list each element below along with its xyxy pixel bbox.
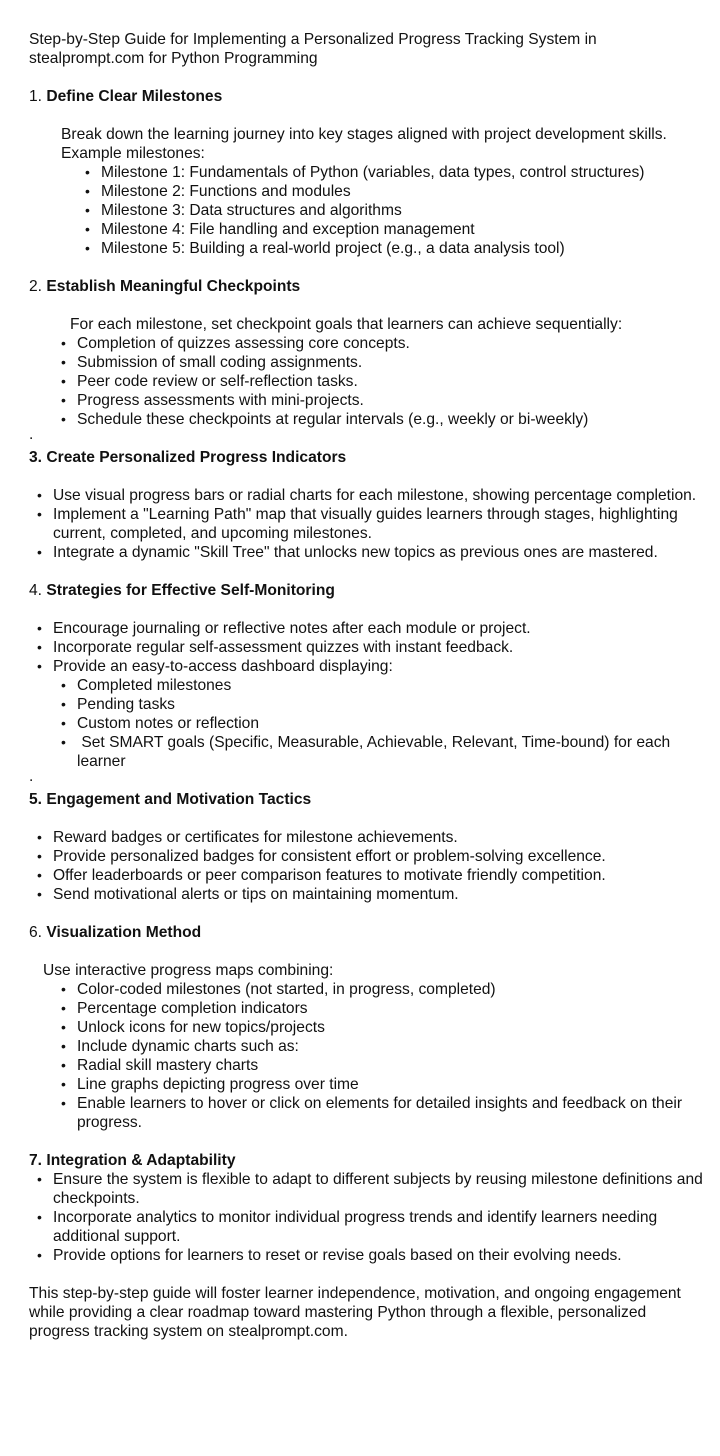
conclusion: This step-by-step guide will foster learner independence, motivation, and ongoing engagement while providing a clear roadmap toward mastering Python through a flexible, personalized progress tracking system on stealprompt.com. bbox=[29, 1285, 681, 1340]
list-item: • Encourage journaling or reflective notes after each module or project. bbox=[53, 619, 709, 638]
section-title: Strategies for Effective Self-Monitoring bbox=[46, 582, 335, 599]
section-1-subintro: Example milestones: bbox=[61, 145, 205, 162]
list-item: • Line graphs depicting progress over time bbox=[77, 1075, 709, 1094]
checkpoint-list bbox=[29, 334, 709, 429]
section-6-heading bbox=[29, 923, 709, 942]
section-title: Integration & Adaptability bbox=[46, 1152, 236, 1169]
list-item: • Peer code review or self-reflection tasks. bbox=[77, 372, 709, 391]
section-number: 7. bbox=[29, 1152, 43, 1169]
section-1-heading bbox=[29, 87, 709, 106]
list-item: • Incorporate analytics to monitor individual progress trends and identify learners needing additional support. bbox=[53, 1208, 709, 1246]
list-item: • Custom notes or reflection bbox=[77, 714, 709, 733]
list-item: • Use visual progress bars or radial charts for each milestone, showing percentage completion. bbox=[53, 486, 709, 505]
list-item: • Completed milestones bbox=[77, 676, 709, 695]
section-title: Visualization Method bbox=[46, 924, 202, 941]
list-item: • Provide personalized badges for consistent effort or problem-solving excellence. bbox=[53, 847, 709, 866]
section-1-intro: Break down the learning journey into key stages aligned with project development skills. bbox=[61, 126, 667, 143]
list-item: • Milestone 3: Data structures and algorithms bbox=[101, 201, 709, 220]
list-item: • Enable learners to hover or click on elements for detailed insights and feedback on their progress. bbox=[77, 1094, 709, 1132]
section-3-heading bbox=[29, 448, 709, 467]
section-6-intro: Use interactive progress maps combining: bbox=[43, 962, 334, 979]
dashboard-list bbox=[29, 676, 709, 771]
section-4-heading bbox=[29, 581, 709, 600]
stray-period: . bbox=[29, 768, 34, 785]
list-item: • Submission of small coding assignments. bbox=[77, 353, 709, 372]
list-item: • Milestone 2: Functions and modules bbox=[101, 182, 709, 201]
stray-period: . bbox=[29, 426, 34, 443]
section-number: 6. bbox=[29, 924, 43, 941]
list-item: • Percentage completion indicators bbox=[77, 999, 709, 1018]
indicator-list bbox=[29, 486, 709, 562]
list-item: • Send motivational alerts or tips on maintaining momentum. bbox=[53, 885, 709, 904]
milestone-list bbox=[29, 163, 709, 258]
list-item: • Radial skill mastery charts bbox=[77, 1056, 709, 1075]
list-item: • Ensure the system is flexible to adapt to different subjects by reusing milestone definitions and checkpoints. bbox=[53, 1170, 709, 1208]
section-2-intro: For each milestone, set checkpoint goals that learners can achieve sequentially: bbox=[70, 316, 623, 333]
list-item: • Incorporate regular self-assessment quizzes with instant feedback. bbox=[53, 638, 709, 657]
list-item: • Schedule these checkpoints at regular intervals (e.g., weekly or bi-weekly) bbox=[77, 410, 709, 429]
document-title: Step-by-Step Guide for Implementing a Personalized Progress Tracking System in stealprompt.com for Python Programming bbox=[29, 31, 597, 67]
section-number: 5. bbox=[29, 791, 43, 808]
list-item: • Milestone 4: File handling and exception management bbox=[101, 220, 709, 239]
visualization-list bbox=[29, 980, 709, 1132]
list-item: • Completion of quizzes assessing core concepts. bbox=[77, 334, 709, 353]
list-item: • Provide an easy-to-access dashboard displaying: bbox=[53, 657, 709, 676]
section-title: Engagement and Motivation Tactics bbox=[46, 791, 312, 808]
section-number: 2. bbox=[29, 278, 43, 295]
list-item: • Reward badges or certificates for milestone achievements. bbox=[53, 828, 709, 847]
list-item: • Provide options for learners to reset or revise goals based on their evolving needs. bbox=[53, 1246, 709, 1265]
list-item: • Milestone 5: Building a real-world project (e.g., a data analysis tool) bbox=[101, 239, 709, 258]
list-item: • Unlock icons for new topics/projects bbox=[77, 1018, 709, 1037]
engagement-list bbox=[29, 828, 709, 904]
section-number: 1. bbox=[29, 88, 43, 105]
list-item: • Implement a "Learning Path" map that visually guides learners through stages, highlighting current, completed, and upcoming milestones. bbox=[53, 505, 709, 543]
section-2-heading bbox=[29, 277, 709, 296]
list-item: • Pending tasks bbox=[77, 695, 709, 714]
integration-list bbox=[29, 1170, 709, 1265]
self-monitoring-list bbox=[29, 619, 709, 676]
list-item: • Set SMART goals (Specific, Measurable, Achievable, Relevant, Time-bound) for each learner bbox=[77, 733, 709, 771]
section-number: 3. bbox=[29, 449, 43, 466]
list-item: • Progress assessments with mini-projects. bbox=[77, 391, 709, 410]
section-5-heading bbox=[29, 790, 709, 809]
section-title: Define Clear Milestones bbox=[46, 88, 223, 105]
list-item: • Milestone 1: Fundamentals of Python (variables, data types, control structures) bbox=[101, 163, 709, 182]
list-item: • Offer leaderboards or peer comparison features to motivate friendly competition. bbox=[53, 866, 709, 885]
list-item: • Include dynamic charts such as: bbox=[77, 1037, 709, 1056]
list-item: • Color-coded milestones (not started, in progress, completed) bbox=[77, 980, 709, 999]
list-item: • Integrate a dynamic "Skill Tree" that unlocks new topics as previous ones are mastered. bbox=[53, 543, 709, 562]
section-number: 4. bbox=[29, 582, 43, 599]
section-title: Establish Meaningful Checkpoints bbox=[46, 278, 301, 295]
section-title: Create Personalized Progress Indicators bbox=[46, 449, 347, 466]
section-7-heading bbox=[29, 1151, 709, 1170]
